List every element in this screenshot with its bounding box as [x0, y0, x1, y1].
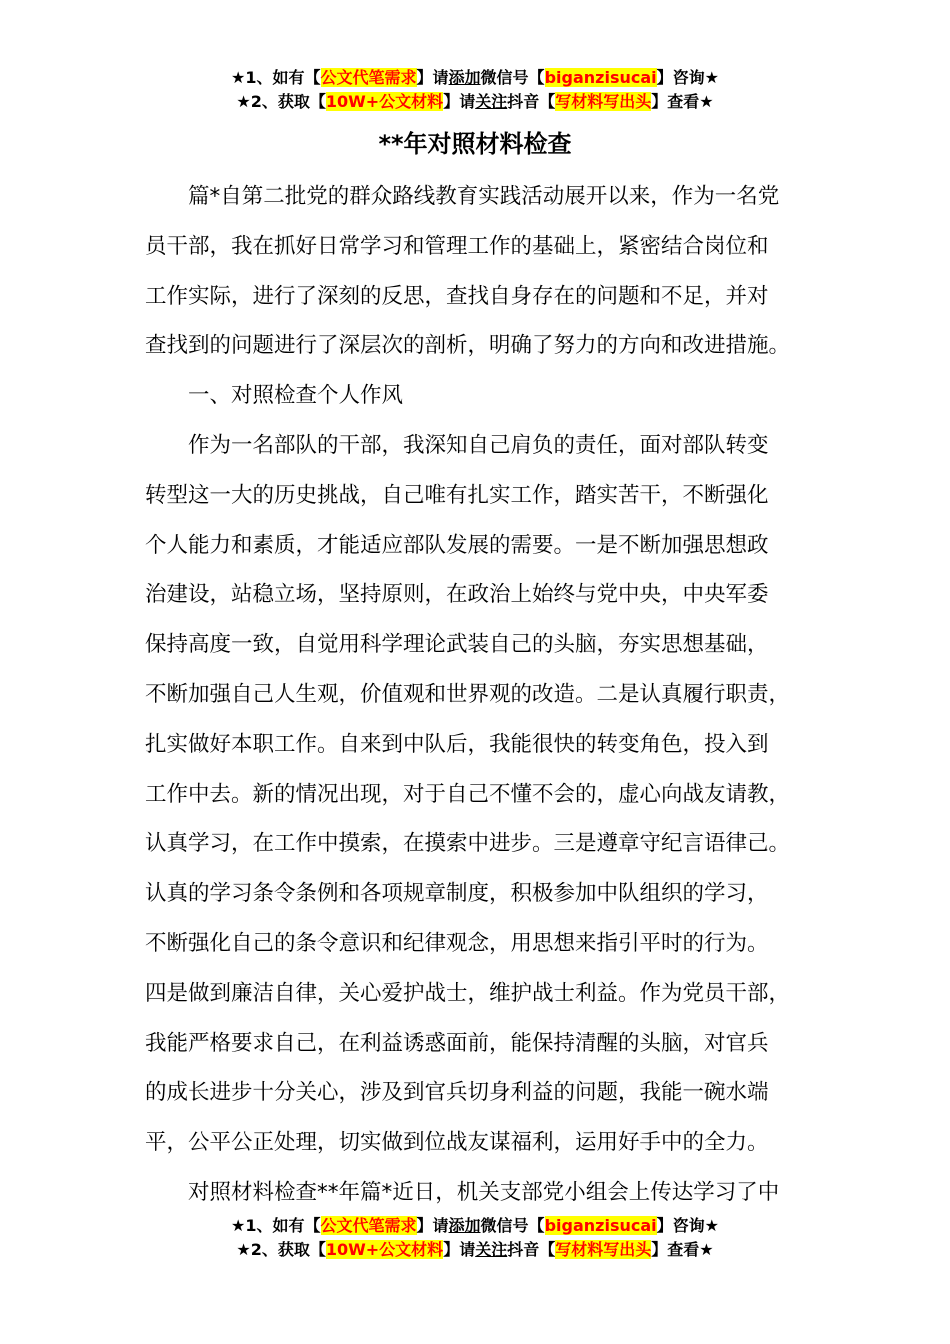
banner-text: 抖音【	[507, 1240, 556, 1259]
body-line: 个人能力和素质，才能适应部队发展的需要。一是不断加强思想政	[145, 532, 769, 558]
footer-banner-line-1	[0, 1214, 950, 1238]
banner-text: ★1、如有【	[231, 68, 321, 87]
banner-underlined-text: 添加	[448, 68, 481, 87]
banner-underlined-text: 关注	[475, 92, 508, 111]
body-line: 不断加强自己人生观，价值观和世界观的改造。二是认真履行职责，	[145, 681, 791, 707]
banner-highlight-wechat-id: biganzisucai	[544, 1216, 657, 1235]
body-line: 不断强化自己的条令意识和纪律观念，用思想来指引平时的行为。	[145, 930, 769, 956]
body-line: 保持高度一致，自觉用科学理论武装自己的头脑，夯实思想基础，	[145, 632, 769, 658]
header-banner-line-2	[0, 90, 950, 114]
body-line: 转型这一大的历史挑战，自己唯有扎实工作，踏实苦干，不断强化	[145, 482, 769, 508]
banner-text: 】请	[443, 1240, 476, 1259]
body-line: 对照材料检查**年篇*近日，机关支部党小组会上传达学习了中	[188, 1179, 780, 1205]
banner-text: 】查看★	[651, 92, 714, 111]
body-line: 平，公平公正处理，切实做到位战友谋福利，运用好手中的全力。	[145, 1130, 769, 1156]
body-line: 工作实际，进行了深刻的反思，查找自身存在的问题和不足，并对	[145, 283, 769, 309]
banner-text: 微信号【	[480, 1216, 545, 1235]
footer-banner-line-2	[0, 1238, 950, 1262]
body-line: 的成长进步十分关心，涉及到官兵切身利益的问题，我能一碗水端	[145, 1080, 769, 1106]
section-heading: 一、对照检查个人作风	[188, 383, 404, 409]
banner-underlined-text: 添加	[448, 1216, 481, 1235]
banner-highlight-materials: 10W+公文材料	[325, 1240, 444, 1259]
banner-text: 微信号【	[480, 68, 545, 87]
body-line: 员干部，我在抓好日常学习和管理工作的基础上，紧密结合岗位和	[145, 233, 769, 259]
body-line: 查找到的问题进行了深层次的剖析，明确了努力的方向和改进措施。	[145, 333, 791, 359]
body-line: 篇*自第二批党的群众路线教育实践活动展开以来，作为一名党	[188, 184, 780, 209]
header-banner-line-1	[0, 66, 950, 90]
banner-highlight-service: 公文代笔需求	[320, 68, 417, 87]
body-line: 我能严格要求自己，在利益诱惑面前，能保持清醒的头脑，对官兵	[145, 1030, 769, 1056]
banner-highlight-account: 写材料写出头	[555, 92, 652, 111]
body-line: 四是做到廉洁自律，关心爱护战士，维护战士利益。作为党员干部，	[145, 980, 791, 1006]
banner-text: 】咨询★	[656, 68, 719, 87]
banner-text: 】请	[416, 1216, 449, 1235]
body-line: 作为一名部队的干部，我深知自己肩负的责任，面对部队转变	[188, 432, 769, 458]
banner-text: 抖音【	[507, 92, 556, 111]
document-body	[145, 172, 815, 1218]
body-line: 认真的学习条令条例和各项规章制度，积极参加中队组织的学习，	[145, 881, 769, 907]
banner-text: 】请	[416, 68, 449, 87]
banner-text: 】查看★	[651, 1240, 714, 1259]
document-title: **年对照材料检查	[378, 130, 572, 158]
body-line: 治建设，站稳立场，坚持原则，在政治上始终与党中央，中央军委	[145, 582, 769, 608]
footer-banner	[0, 1214, 950, 1262]
banner-text: ★2、获取【	[236, 92, 326, 111]
banner-text: 】请	[443, 92, 476, 111]
banner-text: ★2、获取【	[236, 1240, 326, 1259]
banner-highlight-materials: 10W+公文材料	[325, 92, 444, 111]
header-banner	[0, 66, 950, 114]
banner-highlight-wechat-id: biganzisucai	[544, 68, 657, 87]
body-line: 认真学习，在工作中摸索，在摸索中进步。三是遵章守纪言语律己。	[145, 831, 791, 857]
banner-highlight-account: 写材料写出头	[555, 1240, 652, 1259]
banner-underlined-text: 关注	[475, 1240, 508, 1259]
banner-text: ★1、如有【	[231, 1216, 321, 1235]
body-line: 工作中去。新的情况出现，对于自己不懂不会的，虚心向战友请教，	[145, 781, 791, 807]
banner-highlight-service: 公文代笔需求	[320, 1216, 417, 1235]
body-line: 扎实做好本职工作。自来到中队后，我能很快的转变角色，投入到	[145, 731, 769, 757]
banner-text: 】咨询★	[656, 1216, 719, 1235]
